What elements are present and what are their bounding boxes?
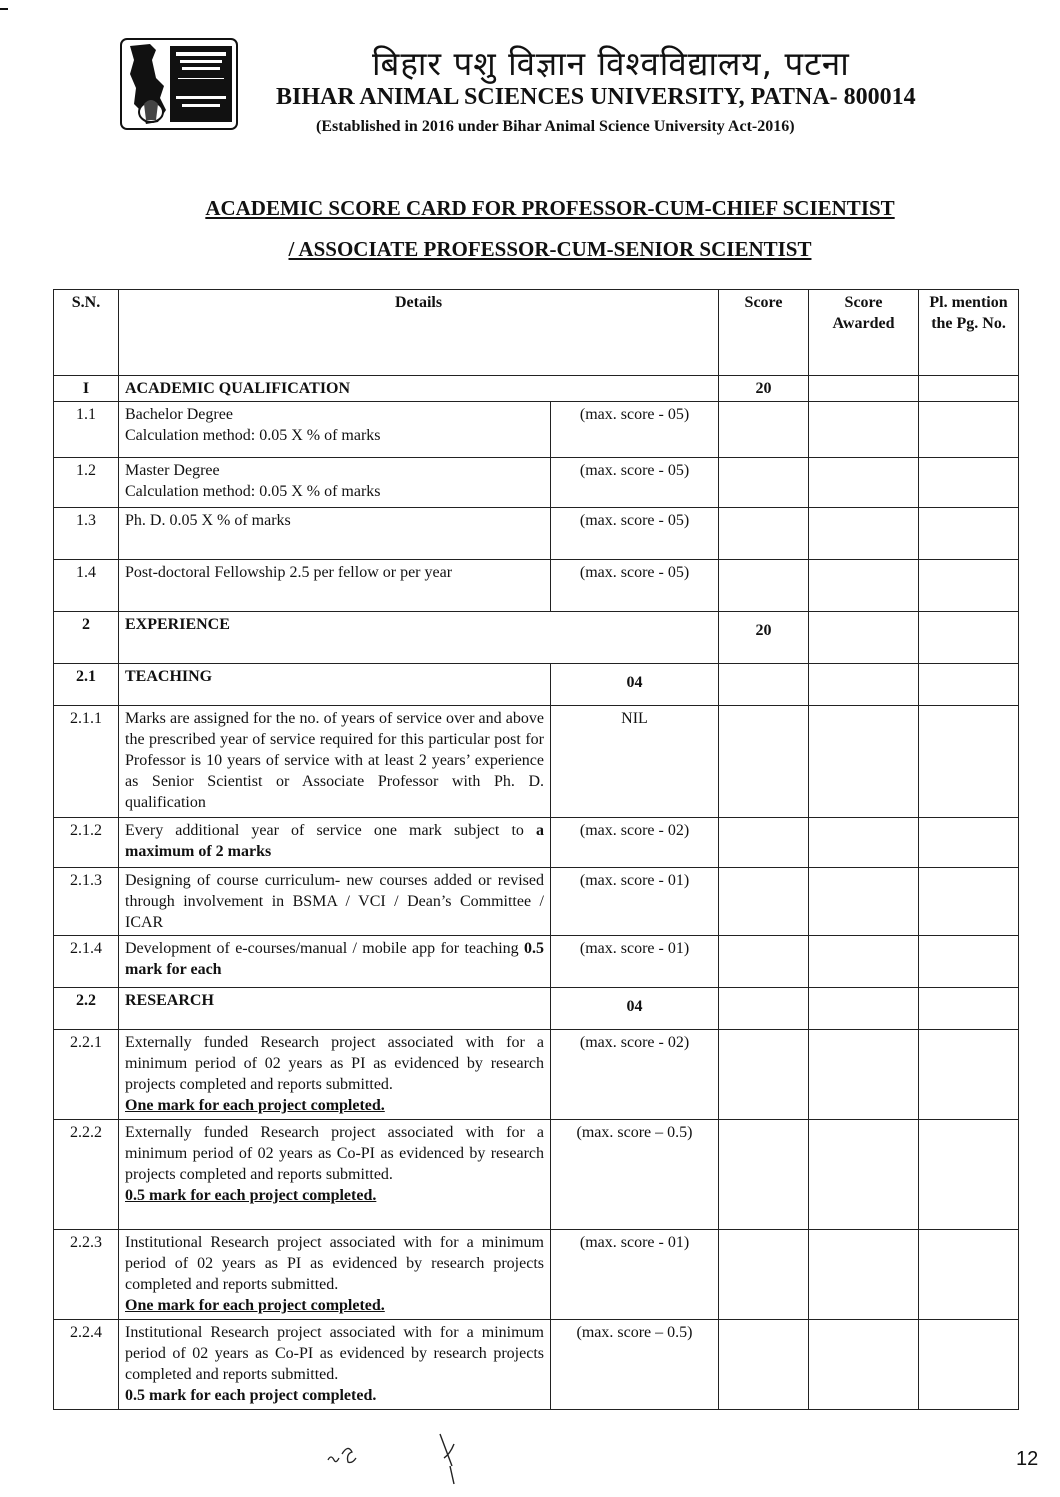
- score-cell: [719, 664, 809, 706]
- awarded-cell: [809, 376, 919, 402]
- score-cell: [719, 988, 809, 1030]
- page-cell: [919, 1030, 1019, 1120]
- row-max-score: (max. score - 01): [551, 936, 719, 988]
- row-section-score: 04: [551, 664, 719, 706]
- score-cell: [719, 818, 809, 868]
- handwritten-signature: [320, 1430, 480, 1490]
- row-details-bold: 0.5 mark for each project completed.: [125, 1387, 377, 1404]
- row-details-text: Institutional Research project associated with for a minimum period of 02 years as Co-PI as evidenced by research projects completed and reports submitted.: [125, 1324, 544, 1383]
- row-details-text: Every additional year of service one mark subject to: [125, 822, 524, 839]
- row-details-bold: One mark for each project completed.: [125, 1297, 385, 1314]
- row-details: [119, 1030, 551, 1120]
- page-cell: [919, 868, 1019, 936]
- page-cell: [919, 612, 1019, 664]
- row-sn: 2.1.4: [54, 936, 119, 988]
- row-max-score: (max. score - 05): [551, 458, 719, 508]
- page-cell: [919, 1320, 1019, 1410]
- score-cell: [719, 1230, 809, 1320]
- awarded-cell: [809, 560, 919, 612]
- score-card-table: [53, 289, 1019, 1410]
- page-cell: [919, 706, 1019, 818]
- document-title-line-1: ACADEMIC SCORE CARD FOR PROFESSOR-CUM-CHIEF SCIENTIST: [205, 196, 895, 220]
- header-details: Details: [119, 290, 719, 376]
- row-details-text: Development of e-courses/manual / mobile app for teaching: [125, 940, 519, 957]
- document-title-line-2: / ASSOCIATE PROFESSOR-CUM-SENIOR SCIENTIST: [288, 237, 812, 261]
- table-row: [54, 1120, 1019, 1230]
- awarded-cell: [809, 1230, 919, 1320]
- awarded-cell: [809, 706, 919, 818]
- table-row: [54, 1030, 1019, 1120]
- row-sn: 2.2.4: [54, 1320, 119, 1410]
- row-sn: 1.2: [54, 458, 119, 508]
- page-number: 12: [1016, 1448, 1039, 1470]
- header-score: Score: [719, 290, 809, 376]
- row-details: Marks are assigned for the no. of years of service over and above the prescribed year of service required for this particular post for Professor is 10 years of service with at least 2 years’ experience as Senior Scientist or Associate Professor with Ph. D. qualification: [119, 706, 551, 818]
- row-sn: 2.1: [54, 664, 119, 706]
- row-details-text: Externally funded Research project associated with for a minimum period of 02 years as PI as evidenced by research projects completed and reports submitted.: [125, 1034, 544, 1093]
- university-name-hindi: बिहार पशु विज्ञान विश्वविद्यालय, पटना: [372, 44, 850, 83]
- score-cell: [719, 560, 809, 612]
- row-score: 20: [719, 612, 809, 664]
- row-max-score: NIL: [551, 706, 719, 818]
- row-details: Designing of course curriculum- new courses added or revised through involvement in BSMA / VCI / Dean’s Committee / ICAR: [119, 868, 551, 936]
- table-row: [54, 988, 1019, 1030]
- header-score-awarded: Score Awarded: [809, 290, 919, 376]
- row-details-bold: a maximum of 2 marks: [125, 822, 545, 860]
- page-cell: [919, 1120, 1019, 1230]
- row-details-text: Institutional Research project associated with for a minimum period of 02 years as PI as evidenced by research projects completed and reports submitted.: [125, 1234, 544, 1293]
- awarded-cell: [809, 988, 919, 1030]
- row-details-bold: 0.5 mark for each project completed.: [125, 1187, 377, 1204]
- page-cell: [919, 936, 1019, 988]
- score-cell: [719, 1030, 809, 1120]
- row-sn: 1.4: [54, 560, 119, 612]
- row-sn: 2.2.1: [54, 1030, 119, 1120]
- row-details-line: Master Degree: [125, 462, 220, 479]
- row-max-score: (max. score - 02): [551, 1030, 719, 1120]
- awarded-cell: [809, 818, 919, 868]
- row-section-score: 04: [551, 988, 719, 1030]
- row-sn: 2.1.1: [54, 706, 119, 818]
- page-cell: [919, 508, 1019, 560]
- table-row: [54, 664, 1019, 706]
- row-max-score: (max. score - 01): [551, 1230, 719, 1320]
- row-sn: I: [54, 376, 119, 402]
- row-details-line: Calculation method: 0.05 X % of marks: [125, 427, 381, 444]
- table-row: [54, 1320, 1019, 1410]
- row-details-text: Externally funded Research project associated with for a minimum period of 02 years as Co-PI as evidenced by research projects completed and reports submitted.: [125, 1124, 544, 1183]
- establishment-note: (Established in 2016 under Bihar Animal Science University Act-2016): [316, 118, 795, 135]
- awarded-cell: [809, 868, 919, 936]
- row-details: [119, 818, 551, 868]
- row-max-score: (max. score - 05): [551, 508, 719, 560]
- row-details-line: Bachelor Degree: [125, 406, 233, 423]
- row-details: [119, 458, 551, 508]
- row-sn: 2.2.3: [54, 1230, 119, 1320]
- row-max-score: (max. score – 0.5): [551, 1320, 719, 1410]
- table-row: [54, 508, 1019, 560]
- awarded-cell: [809, 402, 919, 458]
- row-details: TEACHING: [119, 664, 551, 706]
- row-sn: 1.1: [54, 402, 119, 458]
- awarded-cell: [809, 508, 919, 560]
- page-cell: [919, 1230, 1019, 1320]
- page-cell: [919, 560, 1019, 612]
- row-details: [119, 1230, 551, 1320]
- row-details: ACADEMIC QUALIFICATION: [119, 376, 719, 402]
- score-cell: [719, 1320, 809, 1410]
- table-header-row: [54, 290, 1019, 376]
- university-logo: [120, 38, 238, 130]
- awarded-cell: [809, 1320, 919, 1410]
- score-cell: [719, 868, 809, 936]
- page-cell: [919, 664, 1019, 706]
- table-row: [54, 706, 1019, 818]
- row-sn: 1.3: [54, 508, 119, 560]
- row-details-line: Calculation method: 0.05 X % of marks: [125, 483, 381, 500]
- awarded-cell: [809, 612, 919, 664]
- header-sn: S.N.: [54, 290, 119, 376]
- awarded-cell: [809, 1120, 919, 1230]
- row-details: Post-doctoral Fellowship 2.5 per fellow or per year: [119, 560, 551, 612]
- row-details: [119, 1120, 551, 1230]
- table-row: [54, 818, 1019, 868]
- row-sn: 2: [54, 612, 119, 664]
- page-cell: [919, 402, 1019, 458]
- score-cell: [719, 706, 809, 818]
- score-cell: [719, 936, 809, 988]
- edge-mark: [0, 8, 8, 10]
- table-row: [54, 612, 1019, 664]
- table-row: [54, 402, 1019, 458]
- row-max-score: (max. score – 0.5): [551, 1120, 719, 1230]
- row-details: [119, 1320, 551, 1410]
- row-max-score: (max. score - 02): [551, 818, 719, 868]
- table-row: [54, 868, 1019, 936]
- score-cell: [719, 508, 809, 560]
- page-cell: [919, 376, 1019, 402]
- table-row: [54, 376, 1019, 402]
- row-max-score: (max. score - 05): [551, 402, 719, 458]
- row-details: Ph. D. 0.05 X % of marks: [119, 508, 551, 560]
- awarded-cell: [809, 664, 919, 706]
- table-row: [54, 458, 1019, 508]
- row-score: 20: [719, 376, 809, 402]
- score-cell: [719, 458, 809, 508]
- row-details: [119, 936, 551, 988]
- row-details-bold: One mark for each project completed.: [125, 1097, 385, 1114]
- table-row: [54, 560, 1019, 612]
- page-cell: [919, 818, 1019, 868]
- row-sn: 2.2: [54, 988, 119, 1030]
- row-sn: 2.1.2: [54, 818, 119, 868]
- awarded-cell: [809, 458, 919, 508]
- row-details: RESEARCH: [119, 988, 551, 1030]
- awarded-cell: [809, 1030, 919, 1120]
- page-cell: [919, 988, 1019, 1030]
- university-name-english: BIHAR ANIMAL SCIENCES UNIVERSITY, PATNA- 800014: [276, 84, 916, 110]
- row-details-bold: 0.5 mark for each: [125, 940, 545, 978]
- table-row: [54, 936, 1019, 988]
- row-details: [119, 402, 551, 458]
- awarded-cell: [809, 936, 919, 988]
- row-max-score: (max. score - 05): [551, 560, 719, 612]
- score-cell: [719, 402, 809, 458]
- table-row: [54, 1230, 1019, 1320]
- page-cell: [919, 458, 1019, 508]
- row-sn: 2.1.3: [54, 868, 119, 936]
- row-details: EXPERIENCE: [119, 612, 719, 664]
- row-max-score: (max. score - 01): [551, 868, 719, 936]
- score-cell: [719, 1120, 809, 1230]
- row-sn: 2.2.2: [54, 1120, 119, 1230]
- header-page-number: Pl. mention the Pg. No.: [919, 290, 1019, 376]
